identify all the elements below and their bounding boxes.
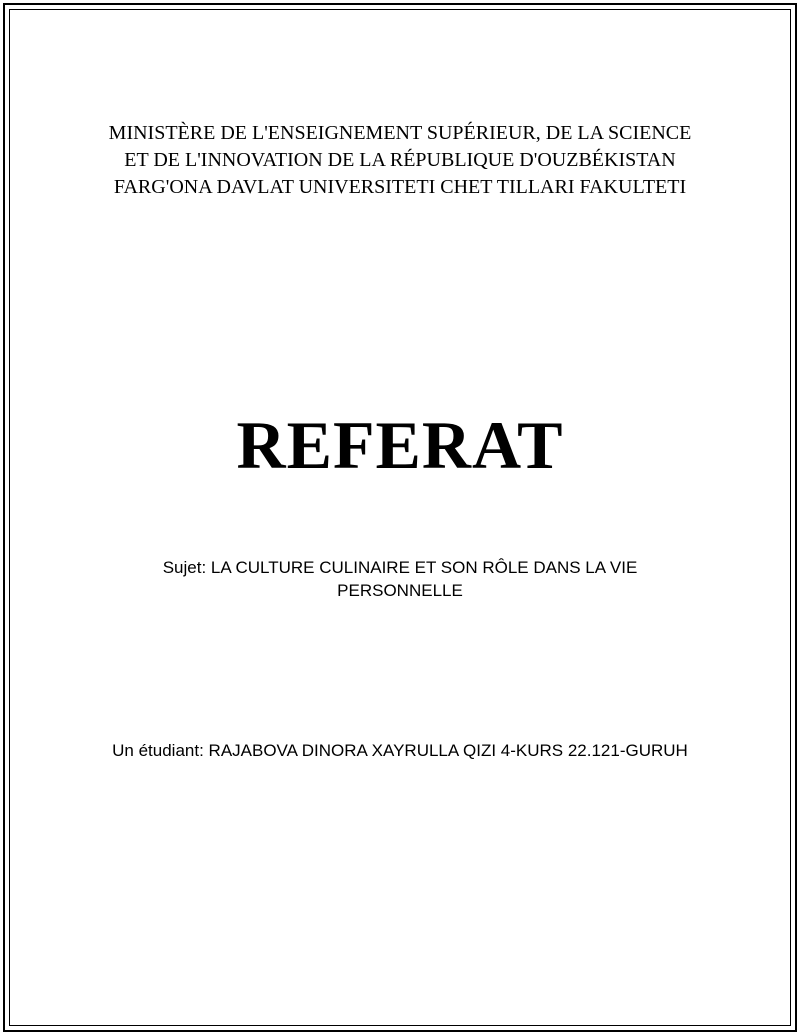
institution-header [100,120,700,201]
document-title: REFERAT [236,407,564,483]
faculty-name: FARG'ONA DAVLAT UNIVERSITETI CHET TILLARI FAKULTETI [113,176,687,198]
document-subject: Sujet: LA CULTURE CULINAIRE ET SON RÔLE DANS LA VIE PERSONNELLE [162,558,638,600]
student-info: Un étudiant: RAJABOVA DINORA XAYRULLA QIZI 4-KURS 22.121-GURUH [112,741,688,760]
ministry-name: MINISTÈRE DE L'ENSEIGNEMENT SUPÉRIEUR, DE LA SCIENCE ET DE L'INNOVATION DE LA RÉPUBLIQUE D'OUZBÉKISTAN [108,122,692,171]
